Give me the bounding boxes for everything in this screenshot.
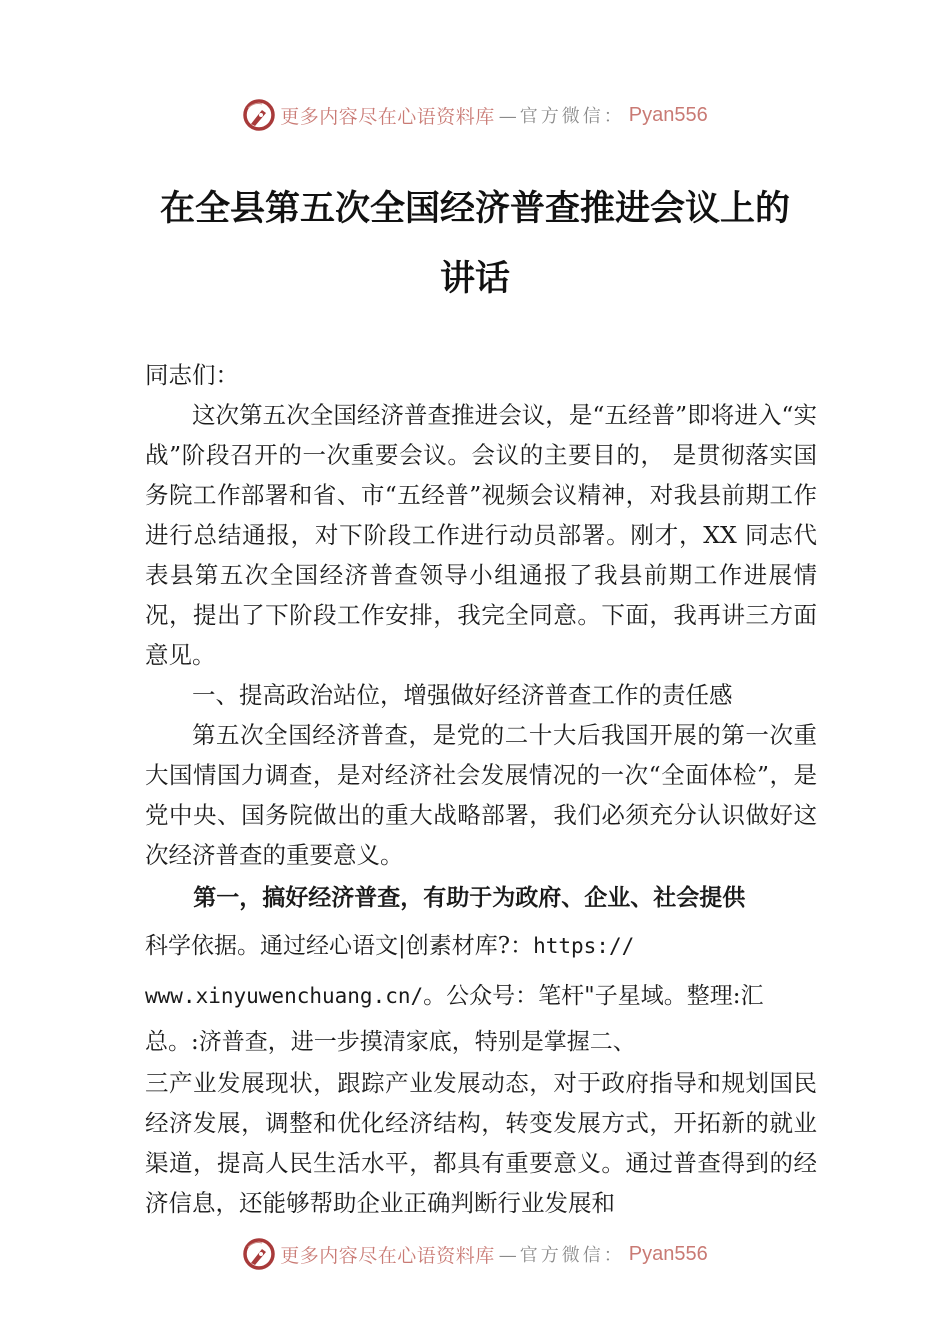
paragraph-continuation: 三产业发展现状，跟踪产业发展动态，对于政府指导和规划国民经济发展，调整和优化经济结构，转变发展方式，开拓新的就业渠道，提高人民生活水平，都具有重要意义。通过普查得到的经济信息，还能够帮助企业正确判断行业发展和 [145,1069,817,1217]
document-body [145,355,817,1223]
watermark-wechat-id: Pyan556 [628,103,708,126]
ad-line-2-url: www.xinyuwenchuang.cn/ [145,984,424,1008]
paragraph-intro: 这次第五次全国经济普查推进会议，是“五经普”即将进入“实战”阶段召开的一次重要会议。会议的主要目的， 是贯彻落实国务院工作部署和省、市“五经普”视频会议精神，对我县前期工作进行总结通报，对下阶段工作进行动员部署。刚才，XX 同志代表县第五次全国经济普查领导小组通报了我县前期工作进展情况，提出了下阶段工作安排，我完全同意。下面，我再讲三方面意见。 [145,401,817,669]
watermark-wechat-label: —官方微信： [498,106,625,127]
watermark-wechat-label: —官方微信： [498,1245,625,1266]
ad-line-2-text: 。公众号：笔杆"子星域。整理:汇 [423,983,764,1009]
watermark-library-text: 更多内容尽在心语资料库 [280,105,495,128]
footer-watermark [0,1234,950,1274]
pen-nib-logo-icon [242,98,276,132]
inserted-ad-line-2 [145,971,817,1021]
inserted-ad-line-1 [145,921,817,971]
header-watermark [0,95,950,135]
paragraph-significance: 第五次全国经济普查，是党的二十大后我国开展的第一次重大国情国力调查，是对经济社会发展情况的一次“全面体检”，是党中央、国务院做出的重大战略部署，我们必须充分认识做好这次经济普查的重要意义。 [145,721,817,869]
inserted-ad-line-3 [145,1021,817,1063]
salutation: 同志们： [145,361,239,389]
ad-line-1-text: 科学依据。通过经心语文|创素材库?： [145,933,534,959]
pen-nib-logo-icon [242,1237,276,1271]
watermark-library-text: 更多内容尽在心语资料库 [280,1244,495,1267]
document-title [145,174,805,314]
title-line-2: 讲话 [439,258,510,299]
bold-subheading-first: 第一，搞好经济普查，有助于为政府、企业、社会提供 [193,885,746,911]
section-heading-one: 一、提高政治站位，增强做好经济普查工作的责任感 [192,681,733,709]
title-line-1: 在全县第五次全国经济普查推进会议上的 [159,188,790,229]
ad-line-3-text: 总。:济普查，进一步摸清家底，特别是掌握二、 [145,1029,636,1055]
watermark-wechat-id: Pyan556 [628,1242,708,1265]
ad-line-1-url: https:// [533,934,635,958]
